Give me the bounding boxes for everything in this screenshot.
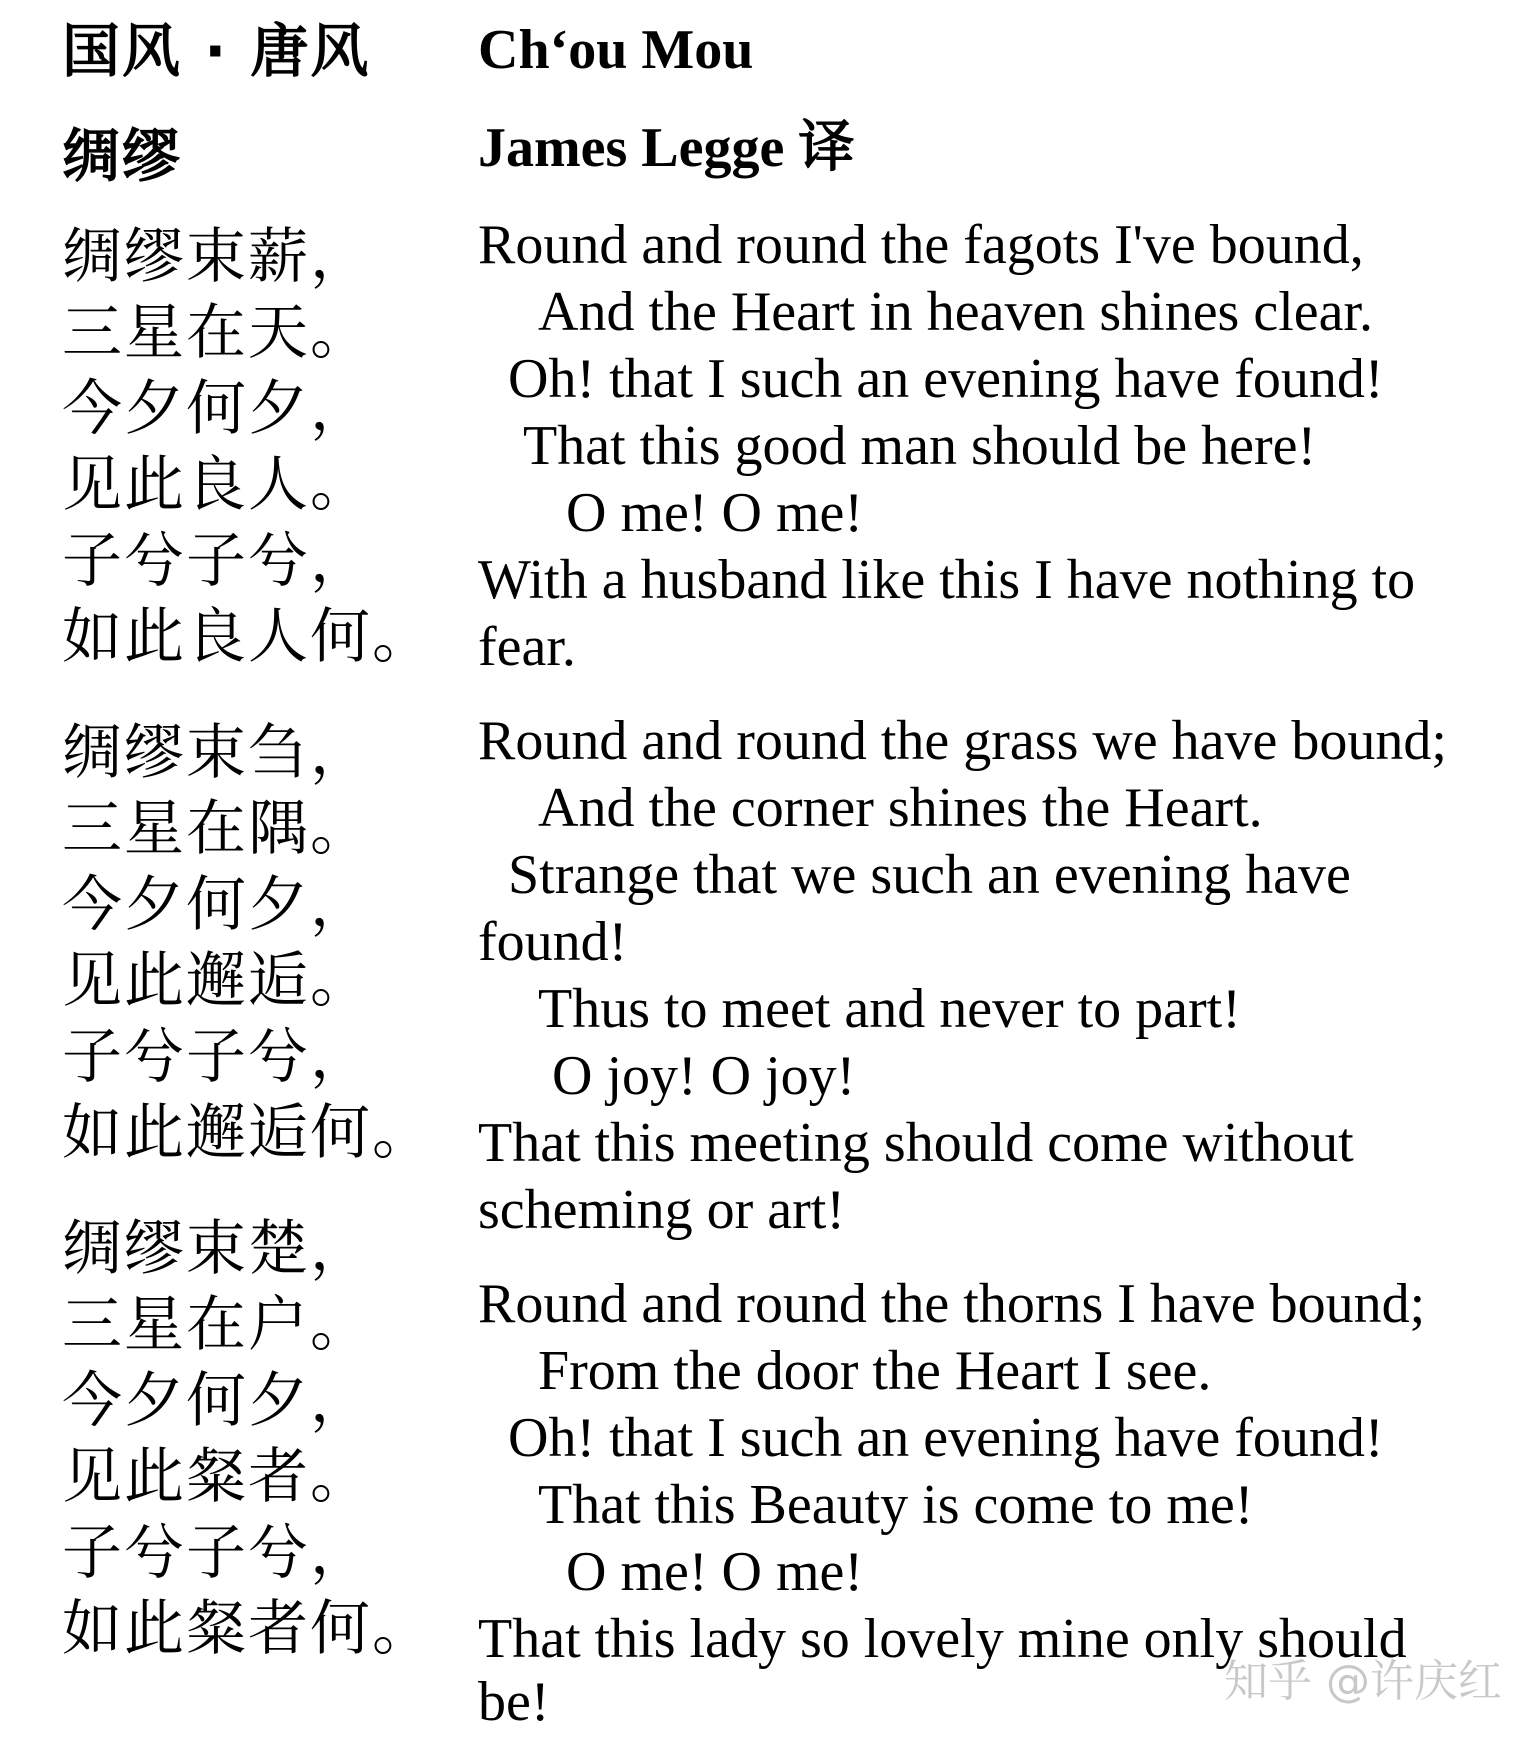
- english-line: Oh! that I such an evening have found!: [508, 1407, 1384, 1469]
- english-line: With a husband like this I have nothing to: [478, 549, 1416, 611]
- english-line: And the corner shines the Heart.: [538, 777, 1263, 839]
- english-line: And the Heart in heaven shines clear.: [538, 281, 1374, 343]
- chinese-line: 绸缪束刍，: [62, 718, 372, 788]
- english-line: O me! O me!: [566, 1541, 864, 1603]
- translator-credit: James Legge 译: [478, 117, 855, 179]
- english-line: O joy! O joy!: [552, 1045, 856, 1107]
- chinese-line: 绸缪束楚，: [62, 1214, 372, 1284]
- english-line: Strange that we such an evening have: [508, 844, 1351, 906]
- english-line: That this meeting should come without: [478, 1112, 1354, 1174]
- chinese-line: 如此良人何。: [62, 602, 434, 672]
- chinese-line: 三星在天。: [62, 298, 372, 368]
- english-line: That this good man should be here!: [523, 415, 1317, 477]
- chinese-line: 今夕何夕，: [62, 870, 372, 940]
- chinese-line: 见此粲者。: [62, 1442, 372, 1512]
- english-line: Round and round the grass we have bound;: [478, 710, 1447, 772]
- chinese-line: 今夕何夕，: [62, 374, 372, 444]
- chinese-book-heading: 国风 · 唐风: [62, 17, 371, 85]
- chinese-line: 子兮子兮，: [62, 526, 372, 596]
- english-line: Round and round the fagots I've bound,: [478, 214, 1364, 276]
- english-line: be!: [478, 1671, 550, 1733]
- english-line: O me! O me!: [566, 482, 864, 544]
- english-line: scheming or art!: [478, 1179, 845, 1241]
- chinese-line: 如此邂逅何。: [62, 1098, 434, 1168]
- chinese-poem-title: 绸缪: [62, 122, 183, 190]
- chinese-line: 如此粲者何。: [62, 1594, 434, 1664]
- chinese-line: 三星在户。: [62, 1290, 372, 1360]
- english-line: That this lady so lovely mine only should: [478, 1608, 1407, 1670]
- english-line: Oh! that I such an evening have found!: [508, 348, 1384, 410]
- english-line: That this Beauty is come to me!: [538, 1474, 1254, 1536]
- chinese-line: 绸缪束薪，: [62, 222, 372, 292]
- zhihu-watermark: 知乎 @许庆红: [1224, 1656, 1502, 1707]
- english-line: Round and round the thorns I have bound;: [478, 1273, 1426, 1335]
- english-poem-title: Ch‘ou Mou: [478, 19, 754, 81]
- chinese-line: 子兮子兮，: [62, 1518, 372, 1588]
- english-line: From the door the Heart I see.: [538, 1340, 1212, 1402]
- english-line: found!: [478, 911, 628, 973]
- chinese-line: 子兮子兮，: [62, 1022, 372, 1092]
- chinese-line: 今夕何夕，: [62, 1366, 372, 1436]
- chinese-line: 见此邂逅。: [62, 946, 372, 1016]
- english-line: fear.: [478, 616, 576, 678]
- chinese-line: 三星在隅。: [62, 794, 372, 864]
- english-line: Thus to meet and never to part!: [538, 978, 1241, 1040]
- chinese-line: 见此良人。: [62, 450, 372, 520]
